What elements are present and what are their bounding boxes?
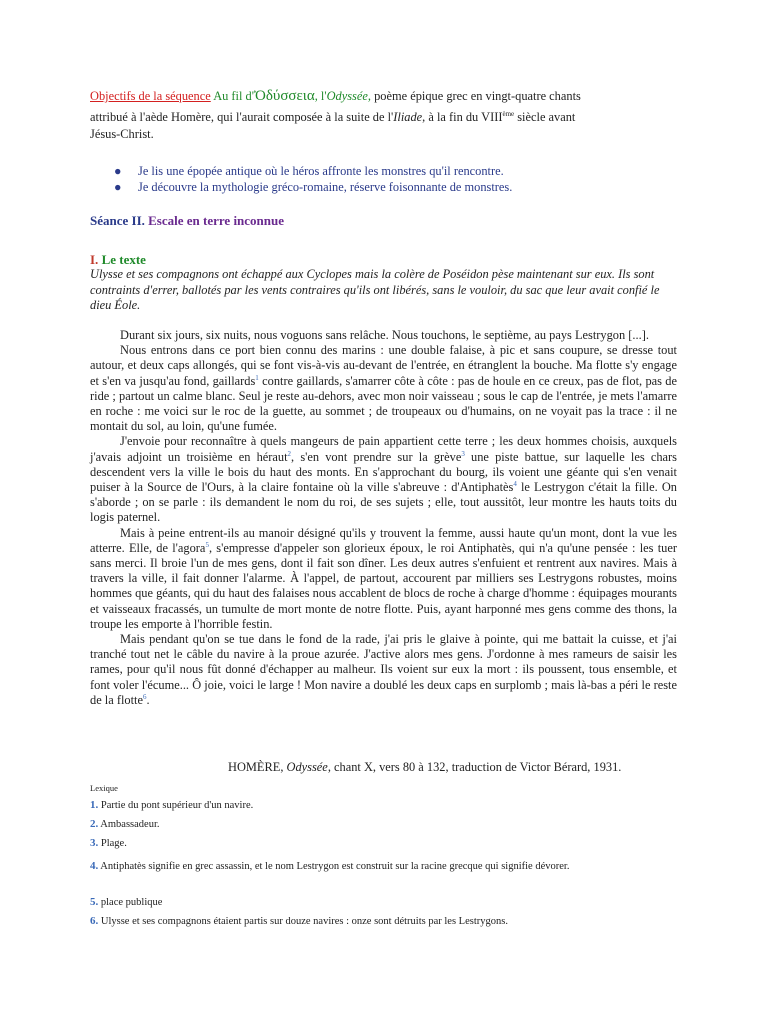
lexique-text: place publique [98,897,163,908]
lexique-item [90,818,670,830]
lexique-text: Partie du pont supérieur d'un navire. [98,800,254,811]
sup-eme: ème [502,109,515,118]
lexique-item [90,915,670,927]
lexique-number: 3. [90,837,99,849]
section-intro: Ulysse et ses compagnons ont échappé aux Cyclopes mais la colère de Poséidon pèse maintenant sur eux. Ils sont contraints d'errer, ballotés par les vents contraires qu'ils ont libérés, sans le vouloir, du sac que leur avait confié le dieu Éole. [90,267,660,312]
text-segment: , s'empresse d'appeler son glorieux époux, le roi Antiphatès, qui n'a qu'une pensée : les tuer sans merci. Il broie l'un de mes gens, dont il fait son dîner. Les deux autres s'enfuient et rentrent aux navires. Mais à travers la ville, il fait donner l'alarme. À l'appel, de partout, accourent par milliers ses Lestrygons robustes, moins hommes que géants, qui du haut des falaises nous accablent de blocs de roche à charge d'homme : équipages mourants et vaisseaux fracassés, un tumulte de mort monte de notre flotte. Puis, ayant harponné mes gens comme des thons, la troupe les emporte à l'horrible festin. [90,540,678,631]
text-segment: , s'en vont prendre sur la grève [291,449,462,464]
seance-label: Séance II. [90,213,145,228]
text-segment: contre gaillards, s'amarrer côte à côte : pas de houle en ce creux, pas de flot, pas de ride ; partout un calme blanc. Seul je reste au-dehors, avec mon noir vaisseau ; sous le cap de l'entrée, je mets l'amarre en roche : me voici sur le roc de la guette, au sommet ; de troupeaux ou d'humains, on ne voyait pas la trace : il ne montait du sol, au loin, qu'une fumée. [90,373,677,434]
paragraph-1: Durant six jours, six nuits, nous voguons sans relâche. Nous touchons, le septième, au pays Lestrygon [...]. [120,328,649,342]
footnote-ref-6: 6 [142,692,147,701]
text-segment: le Lestrygon c'était la fille. On s'aborde ; on se parle : ils demandent le nom du roi, de ses sujets ; elle, tout aussitôt, leur montre les hauts toits du logis paternel. [90,480,677,525]
text-segment: Nous entrons dans ce port bien connu des marins : une double falaise, à pic et sans coupure, se dresse tout autour, et deux caps allongés, qui se font vis-à-vis au-devant de l'entrée, en étranglent la bouche. Ma flotte s'y engage et s'en va jusqu'au fond, gaillards [90,343,677,388]
greek-title: Ὀδύσσεια [253,88,315,104]
lexique-item [90,799,670,811]
lexique-item [90,837,670,849]
citation-rest: , chant X, vers 80 à 132, traduction de Victor Bérard, 1931. [327,760,622,774]
text-segment: Mais pendant qu'on se tue dans le fond de la rade, j'ai pris le glaive à pointe, qui me battait la cuisse, et j'ai tranché tout net le câble du navire à la proue azurée. J'active alors mes gens. J'ordonne à mes rameurs de saisir les rames, pour qu'il nous fût donné d'échapper au malheur. Ils voient sur eux la mort : ils poussent, tous ensemble, et font voler l'écume... Ô joie, voici le large ! Mon navire a doublé les deux caps en surplomb ; mais là-bas a péri le reste de la flotte [90,632,677,707]
lexique-title: Lexique [90,783,118,793]
lexique-number: 5. [90,896,99,908]
header-line-1 [90,88,690,105]
objective-text: Je découvre la mythologie gréco-romaine, réserve foisonnante de monstres. [138,180,513,194]
bullet-dot-icon: ● [114,164,122,178]
lexique-item [90,856,650,877]
paragraph-2 [90,343,677,434]
lexique-item [90,896,670,908]
objective-text: Je lis une épopée antique où le héros affronte les monstres qu'il rencontre. [138,164,504,178]
text-segment: . [146,692,150,707]
text-segment: Mais à peine entrent-ils au manoir désigné qu'ils y trouvent la femme, aussi haute qu'un mont, dont la vue les atterre. Elle, de l'agora [90,525,677,555]
odyssee-word: Odyssée, [326,89,371,103]
paragraph-4 [90,526,677,632]
section-number: I. [90,252,99,267]
paragraph-3 [90,434,677,525]
header-line-2 [90,109,690,126]
lexique-text: Ulysse et ses compagnons étaient partis sur douze navires : onze sont détruits par les Lestrygons. [98,916,508,927]
citation-work: Odyssée [286,760,328,774]
intro-au-fil: Au fil d' [213,89,254,103]
lexique-text: Plage. [98,838,127,849]
objective-item [114,179,634,195]
objectives-list [114,163,634,195]
section-title: Le texte [98,252,146,267]
citation [228,760,621,775]
text-segment: J'envoie pour reconnaître à quels mangeurs de pain appartient cette terre ; les deux hommes choisis, auxquels j'avais adjoint un troisième en héraut [90,434,677,464]
bullet-dot-icon: ● [114,180,122,194]
lexique-number: 2. [90,818,99,830]
section-heading [90,252,146,268]
objective-item [114,163,634,179]
paragraph-5 [90,632,677,708]
odyssey-excerpt [90,328,677,708]
footnote-ref-1: 1 [255,373,259,382]
header-text-c: siècle avant [514,110,576,124]
lexique-text: Ambassadeur. [98,819,160,830]
comma-l: , l' [314,89,327,103]
lexique-text: Antiphatès signifie en grec assassin, et le nom Lestrygon est construit sur la racine grecque qui signifie dévorer. [98,861,570,872]
footnote-ref-5: 5 [205,540,209,549]
footnote-ref-3: 3 [461,449,465,458]
objectives-label: Objectifs de la séquence [90,89,211,103]
header-line-3: Jésus-Christ. [90,127,154,141]
footnote-ref-2: 2 [287,449,292,458]
lexique-number: 4. [90,860,99,872]
text-segment: une piste battue, sur laquelle les chars descendent vers la ville le bois du haut des monts. En s'approchant du bourg, ils voient une géante qui s'en venait puiser à la Source de l'Ours, à la claire fontaine où la ville s'abreuve : d'Antiphatès [90,449,677,495]
header-text-b: , à la fin du VIII [422,110,503,124]
citation-author: HOMÈRE, [228,760,287,774]
lexique-number: 1. [90,799,99,811]
lexique-number: 6. [90,915,99,927]
seance-heading [90,213,284,229]
seance-title: Escale en terre inconnue [144,213,285,228]
iliade-word: Iliade [393,110,423,124]
header-text-a: attribué à l'aède Homère, qui l'aurait composée à la suite de l' [90,110,394,124]
footnote-ref-4: 4 [513,479,517,488]
intro-rest: poème épique grec en vingt-quatre chants [370,89,581,103]
